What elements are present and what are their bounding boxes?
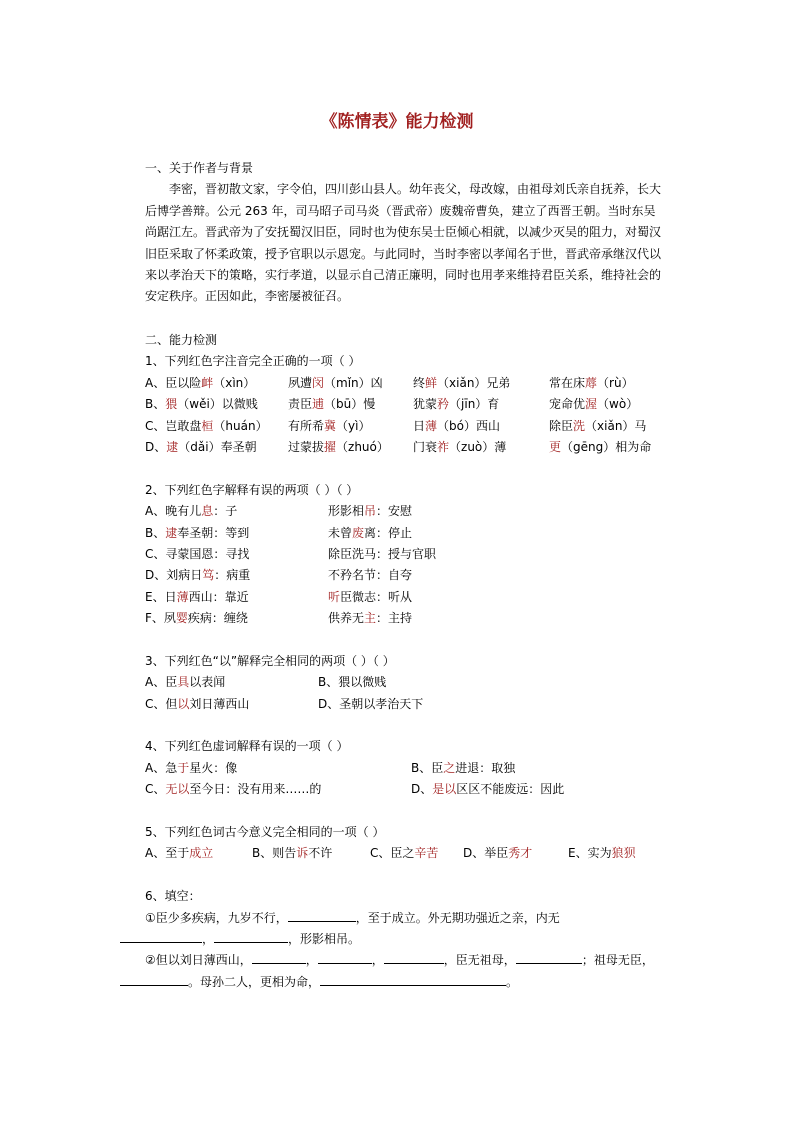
option-text: D、刘病日 bbox=[145, 568, 203, 583]
option-text: （wěi）以微贱 bbox=[177, 397, 258, 412]
fill-text: ①臣少多疾病，九岁不行， bbox=[145, 910, 288, 925]
highlighted-char: 是以 bbox=[432, 782, 457, 797]
option bbox=[463, 843, 532, 864]
fill-blank[interactable] bbox=[252, 950, 306, 964]
option-text: 形影相 bbox=[328, 504, 365, 519]
question-2-options bbox=[145, 501, 665, 629]
option-text: 不矜名节：自夸 bbox=[328, 568, 413, 583]
option-text: D、圣朝以孝治天下 bbox=[318, 696, 424, 711]
option-text: （rù） bbox=[597, 375, 634, 390]
question-5-options bbox=[145, 843, 665, 864]
option-text: C、但 bbox=[145, 696, 178, 711]
option bbox=[413, 394, 499, 415]
highlighted-char: 渥 bbox=[585, 397, 598, 412]
highlighted-char: 秀才 bbox=[508, 846, 533, 861]
option-row bbox=[145, 523, 665, 544]
highlighted-char: 逋 bbox=[312, 397, 325, 412]
option bbox=[288, 437, 389, 458]
option-text: B、猥以微贱 bbox=[318, 675, 387, 690]
question-4-stem: 4、下列红色虚词解释有误的一项（ ） bbox=[145, 739, 349, 754]
fill-line-2 bbox=[120, 929, 665, 950]
option bbox=[549, 416, 646, 437]
fill-blank[interactable] bbox=[120, 929, 202, 943]
fill-text: ；祖母无臣， bbox=[581, 953, 654, 968]
option-text: （gēng）相为命 bbox=[561, 439, 652, 454]
option-text: A、晚有儿 bbox=[145, 504, 202, 519]
option bbox=[145, 672, 225, 693]
option bbox=[145, 608, 248, 629]
highlighted-char: 息 bbox=[201, 504, 214, 519]
option-text: A、臣 bbox=[145, 675, 178, 690]
option-text: 供养无 bbox=[328, 611, 365, 626]
fill-blank[interactable] bbox=[120, 972, 188, 986]
option bbox=[549, 394, 638, 415]
highlighted-char: 擢 bbox=[324, 439, 337, 454]
highlighted-char: 逮 bbox=[166, 439, 179, 454]
option-row bbox=[145, 544, 665, 565]
section-background bbox=[145, 158, 665, 308]
option bbox=[288, 416, 370, 437]
option-row bbox=[145, 501, 665, 522]
highlighted-char: 辛苦 bbox=[414, 846, 439, 861]
option-text: （zuò）薄 bbox=[449, 439, 507, 454]
option-text: B、臣 bbox=[411, 760, 444, 775]
option bbox=[145, 565, 250, 586]
option-text: 不许 bbox=[308, 846, 333, 861]
option-text: （bó）西山 bbox=[437, 418, 500, 433]
background-paragraph: 李密，晋初散文家，字令伯，四川彭山县人。幼年丧父，母改嫁，由祖母刘氏亲自抚养，长大后博学善辩。公元 263 年，司马昭子司马炎（晋武帝）废魏帝曹奂，建立了西晋王朝。当时东吴尚踞江左。晋武帝为了安抚蜀汉旧臣，同时也为使东吴士臣倾心相就，以减少灭吴的阻力，对蜀汉旧臣采取了怀柔政策，授予官职以示恩宠。与此同时，当时李密以孝闻名于世，晋武帝承继汉代以来以孝治天下的策略，实行孝道，以显示自己清正廉明，同时也用孝来维持君臣关系，维持社会的安定秩序。正因如此，李密屡被征召。 bbox=[145, 182, 662, 304]
highlighted-char: 诉 bbox=[296, 846, 309, 861]
fill-line-1 bbox=[145, 908, 665, 929]
option-text: D、 bbox=[411, 782, 433, 797]
fill-text: 。 bbox=[506, 974, 519, 989]
option bbox=[145, 587, 249, 608]
highlighted-char: 听 bbox=[328, 589, 341, 604]
option-text: 门衰 bbox=[413, 439, 438, 454]
option bbox=[549, 373, 634, 394]
option-text: （xìn） bbox=[213, 375, 256, 390]
option bbox=[413, 373, 510, 394]
fill-blank[interactable] bbox=[320, 972, 506, 986]
option-row bbox=[145, 394, 665, 415]
option-row bbox=[145, 694, 665, 715]
question-5-stem: 5、下列红色词古今意义完全相同的一项（ ） bbox=[145, 824, 385, 839]
option bbox=[370, 843, 438, 864]
option bbox=[411, 758, 515, 779]
option-text: ：主持 bbox=[376, 611, 413, 626]
option-text: E、实为 bbox=[568, 846, 612, 861]
fill-blank[interactable] bbox=[516, 950, 582, 964]
option bbox=[145, 779, 321, 800]
highlighted-char: 笃 bbox=[202, 568, 215, 583]
fill-blank[interactable] bbox=[214, 929, 288, 943]
fill-line-4 bbox=[120, 972, 665, 993]
option bbox=[328, 544, 436, 565]
question-2-stem: 2、下列红色字解释有误的两项（ ）（ ） bbox=[145, 482, 359, 497]
fill-text: ，至于成立。外无期功强近之亲，内无 bbox=[355, 910, 560, 925]
highlighted-char: 鲜 bbox=[425, 375, 438, 390]
option bbox=[328, 565, 412, 586]
option-text: 离：停止 bbox=[364, 525, 413, 540]
option-text: ：子 bbox=[213, 504, 238, 519]
option-row bbox=[145, 565, 665, 586]
question-1-options bbox=[145, 373, 665, 459]
option-text: 区区不能废远：因此 bbox=[456, 782, 565, 797]
section-heading: 二、能力检测 bbox=[145, 333, 218, 347]
option-text: 至今日：没有用来……的 bbox=[189, 782, 322, 797]
option-text: 日 bbox=[413, 418, 426, 433]
section-heading: 一、关于作者与背景 bbox=[145, 161, 254, 175]
option bbox=[328, 587, 412, 608]
option bbox=[145, 544, 249, 565]
option-text: C、臣之 bbox=[370, 846, 415, 861]
option-text: 西山：靠近 bbox=[188, 589, 249, 604]
option-text: D、举臣 bbox=[463, 846, 509, 861]
option bbox=[145, 416, 268, 437]
option-text: （wò） bbox=[597, 397, 639, 412]
fill-text: ， bbox=[371, 953, 384, 968]
option-row bbox=[145, 672, 665, 693]
highlighted-char: 之 bbox=[443, 760, 456, 775]
option-row bbox=[145, 416, 665, 437]
option-text: A、急 bbox=[145, 760, 178, 775]
highlighted-char: 吊 bbox=[364, 504, 377, 519]
option bbox=[318, 672, 386, 693]
question-1-stem: 1、下列红色字注音完全正确的一项（ ） bbox=[145, 354, 361, 369]
option-text: 以表闻 bbox=[189, 675, 226, 690]
option bbox=[328, 501, 412, 522]
option-text: （jīn）育 bbox=[449, 397, 500, 412]
option-row bbox=[145, 587, 665, 608]
fill-text: ， bbox=[202, 931, 215, 946]
option bbox=[145, 437, 257, 458]
highlighted-char: 桓 bbox=[201, 418, 214, 433]
option-text: C、 bbox=[145, 782, 166, 797]
highlighted-char: 闵 bbox=[312, 375, 325, 390]
fill-blank[interactable] bbox=[318, 950, 372, 964]
option-text: 过蒙拔 bbox=[288, 439, 325, 454]
option-text: 除臣洗马：授与官职 bbox=[328, 546, 437, 561]
option-text: 有所希 bbox=[288, 418, 325, 433]
option-row bbox=[145, 437, 665, 458]
option-text: ：安慰 bbox=[376, 504, 413, 519]
question-3-options bbox=[145, 672, 665, 715]
option bbox=[145, 694, 249, 715]
highlighted-char: 薄 bbox=[425, 418, 438, 433]
option-text: （xiǎn）马 bbox=[585, 418, 647, 433]
fill-text: ，臣无祖母， bbox=[443, 953, 516, 968]
section-exercises bbox=[145, 330, 665, 993]
option-text: B、 bbox=[145, 397, 166, 412]
option-row bbox=[145, 758, 665, 779]
option-text: 夙遭 bbox=[288, 375, 313, 390]
option-text: ：病重 bbox=[214, 568, 251, 583]
page-title: 《陈情表》能力检测 bbox=[320, 112, 474, 132]
fill-line-3 bbox=[145, 950, 665, 971]
highlighted-char: 具 bbox=[177, 675, 190, 690]
option-text: A、至于 bbox=[145, 846, 190, 861]
option bbox=[145, 373, 255, 394]
highlighted-char: 成立 bbox=[189, 846, 214, 861]
option bbox=[145, 843, 213, 864]
option bbox=[145, 501, 237, 522]
option bbox=[411, 779, 564, 800]
option-text: （huán） bbox=[213, 418, 268, 433]
option bbox=[413, 416, 500, 437]
option bbox=[568, 843, 636, 864]
fill-blank[interactable] bbox=[288, 908, 356, 922]
option bbox=[328, 523, 412, 544]
option-text: （mǐn）凶 bbox=[324, 375, 383, 390]
option-text: C、岂敢盘 bbox=[145, 418, 202, 433]
fill-text: ②但以刘日薄西山， bbox=[145, 953, 252, 968]
option-text: 常在床 bbox=[549, 375, 586, 390]
option-text: （xiǎn）兄弟 bbox=[437, 375, 511, 390]
option-text: 星火：像 bbox=[189, 760, 238, 775]
option-text: 未曾 bbox=[328, 525, 353, 540]
fill-text: ， bbox=[305, 953, 318, 968]
highlighted-char: 矜 bbox=[437, 397, 450, 412]
option bbox=[145, 394, 258, 415]
highlighted-char: 猥 bbox=[165, 397, 178, 412]
option bbox=[145, 758, 237, 779]
option-text: C、寻蒙国恩：寻找 bbox=[145, 546, 250, 561]
option bbox=[549, 437, 651, 458]
highlighted-char: 以 bbox=[177, 696, 190, 711]
option-text: （yì） bbox=[336, 418, 371, 433]
option-text: 刘日薄西山 bbox=[189, 696, 250, 711]
option-text: 疾病：缠绕 bbox=[187, 611, 248, 626]
option-row bbox=[145, 373, 665, 394]
highlighted-char: 无以 bbox=[165, 782, 190, 797]
fill-blank[interactable] bbox=[384, 950, 444, 964]
highlighted-char: 狼狈 bbox=[611, 846, 636, 861]
option-text: B、 bbox=[145, 525, 166, 540]
option-text: 终 bbox=[413, 375, 426, 390]
option bbox=[252, 843, 332, 864]
option bbox=[328, 608, 412, 629]
option-text: E、日 bbox=[145, 589, 177, 604]
option bbox=[288, 394, 375, 415]
option-text: （zhuó） bbox=[336, 439, 389, 454]
option-text: （bū）慢 bbox=[324, 397, 376, 412]
highlighted-char: 婴 bbox=[175, 611, 188, 626]
highlighted-char: 逮 bbox=[165, 525, 178, 540]
option bbox=[318, 694, 423, 715]
highlighted-char: 祚 bbox=[437, 439, 450, 454]
highlighted-char: 冀 bbox=[324, 418, 337, 433]
fill-text: 。母孙二人，更相为命， bbox=[188, 974, 321, 989]
question-6-stem: 6、填空： bbox=[145, 889, 201, 904]
option bbox=[145, 523, 249, 544]
highlighted-char: 薄 bbox=[176, 589, 189, 604]
option-text: F、夙 bbox=[145, 611, 176, 626]
option-text: 责臣 bbox=[288, 397, 313, 412]
option-row bbox=[145, 779, 665, 800]
option-text: 犹蒙 bbox=[413, 397, 438, 412]
highlighted-char: 洗 bbox=[573, 418, 586, 433]
option-row bbox=[145, 608, 665, 629]
option-text: 除臣 bbox=[549, 418, 574, 433]
highlighted-char: 更 bbox=[549, 439, 562, 454]
highlighted-char: 主 bbox=[364, 611, 377, 626]
fill-text: ，形影相吊。 bbox=[288, 931, 361, 946]
option-text: 进退：取独 bbox=[455, 760, 516, 775]
question-3-stem: 3、下列红色“以”解释完全相同的两项（ ）（ ） bbox=[145, 653, 395, 668]
option-text: D、 bbox=[145, 439, 167, 454]
highlighted-char: 于 bbox=[177, 760, 190, 775]
option-text: （dǎi）奉圣朝 bbox=[178, 439, 257, 454]
highlighted-char: 蓐 bbox=[585, 375, 598, 390]
option-text: A、臣以险 bbox=[145, 375, 202, 390]
question-4-options bbox=[145, 758, 665, 801]
option-text: B、则告 bbox=[252, 846, 297, 861]
highlighted-char: 废 bbox=[352, 525, 365, 540]
option-text: 臣微志：听从 bbox=[340, 589, 413, 604]
option bbox=[288, 373, 383, 394]
option-text: 奉圣朝：等到 bbox=[177, 525, 250, 540]
option bbox=[413, 437, 506, 458]
option-text: 宠命优 bbox=[549, 397, 586, 412]
highlighted-char: 衅 bbox=[201, 375, 214, 390]
